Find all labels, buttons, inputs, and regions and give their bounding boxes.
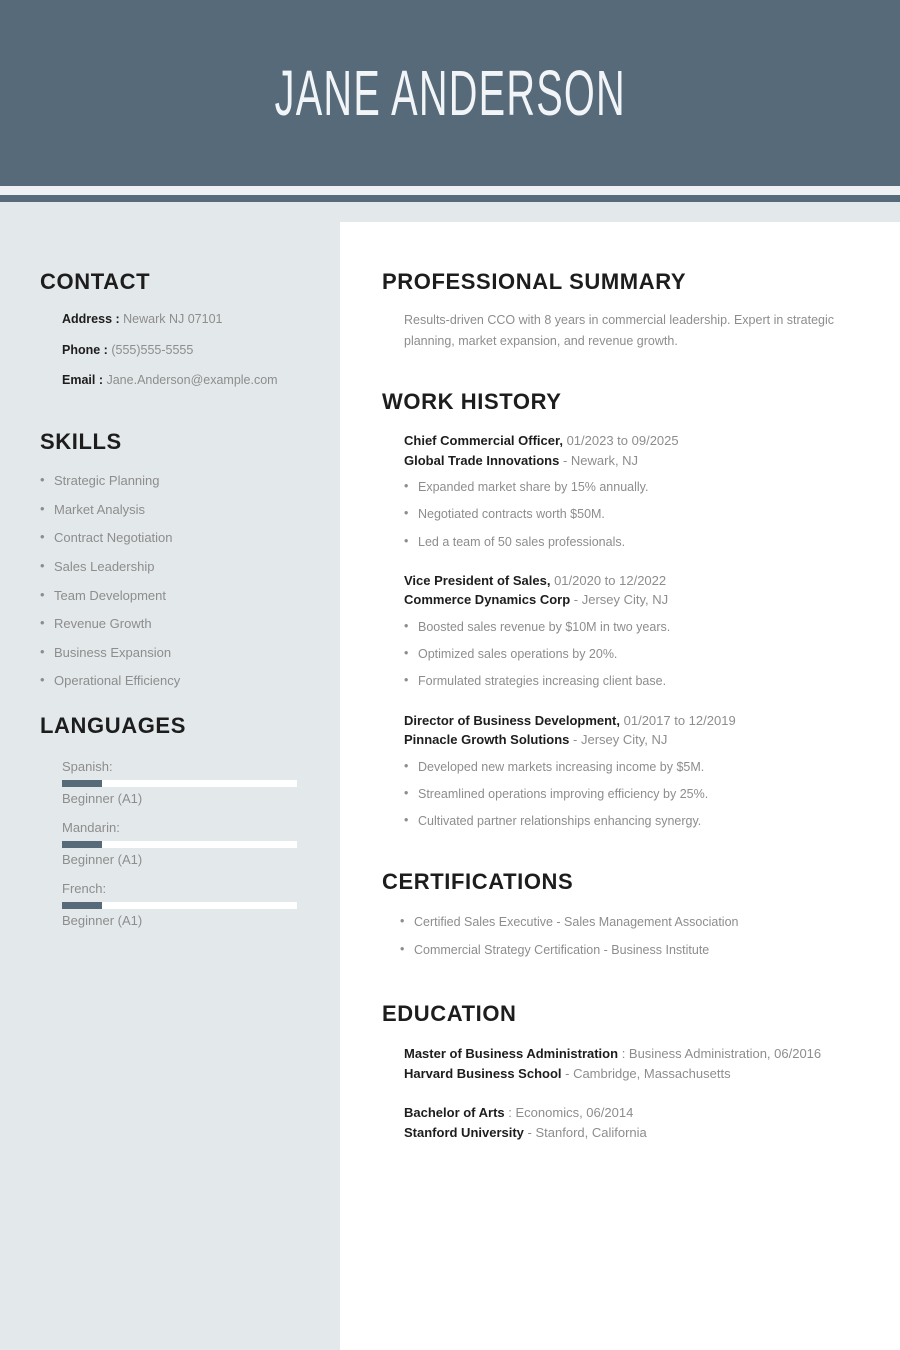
language-name: Mandarin: <box>62 820 120 836</box>
job-company-line <box>404 451 862 471</box>
language-proficiency-bar <box>62 780 297 787</box>
education-school-line <box>404 1064 862 1084</box>
language-level: Beginner (A1) <box>62 790 143 806</box>
education-school: Stanford University <box>404 1124 524 1140</box>
list-item: • Business Expansion <box>40 645 310 661</box>
job-bullets <box>404 479 862 550</box>
skills-section <box>40 430 310 702</box>
language-proficiency-fill <box>62 841 102 848</box>
job-title-line <box>404 571 862 591</box>
resume-header-banner <box>0 0 900 186</box>
education-field: : Economics, 06/2014 <box>508 1105 634 1121</box>
job-company: Pinnacle Growth Solutions <box>404 732 570 748</box>
list-item: • Developed new markets increasing income by $5M. <box>404 759 862 775</box>
contact-label-email: Email : <box>62 373 103 388</box>
job-title: Vice President of Sales, <box>404 572 551 588</box>
list-item <box>62 819 310 868</box>
list-item: • Streamlined operations improving efficiency by 25%. <box>404 786 862 802</box>
education-location: - Cambridge, Massachusetts <box>565 1065 731 1081</box>
summary-text: Results-driven CCO with 8 years in commercial leadership. Expert in strategic planning, market expansion, and revenue growth. <box>404 313 835 349</box>
contact-heading: CONTACT <box>40 269 151 294</box>
languages-list <box>62 758 310 929</box>
education-degree-line <box>404 1103 862 1123</box>
education-location: - Stanford, California <box>527 1124 647 1140</box>
contact-label-phone: Phone : <box>62 342 108 357</box>
education-degree: Master of Business Administration <box>404 1046 619 1062</box>
job-title: Director of Business Development, <box>404 712 620 728</box>
work-history-section <box>382 390 862 850</box>
job-entry <box>404 431 862 550</box>
main-column <box>340 202 900 1350</box>
languages-heading: LANGUAGES <box>40 713 186 738</box>
job-title-line <box>404 431 862 451</box>
education-entry <box>404 1044 862 1083</box>
list-item: • Cultivated partner relationships enhancing synergy. <box>404 813 862 829</box>
education-list <box>404 1044 862 1142</box>
language-name: French: <box>62 881 107 897</box>
job-dates: 01/2017 to 12/2019 <box>623 712 736 728</box>
job-dates: 01/2023 to 09/2025 <box>566 433 679 449</box>
certifications-heading: CERTIFICATIONS <box>382 869 574 894</box>
list-item: • Revenue Growth <box>40 616 310 632</box>
education-section <box>382 1002 862 1162</box>
language-proficiency-bar <box>62 902 297 909</box>
job-bullets <box>404 619 862 690</box>
language-proficiency-bar <box>62 841 297 848</box>
header-accent-rule <box>0 195 900 202</box>
education-degree-line <box>404 1044 862 1064</box>
contact-value-email: Jane.Anderson@example.com <box>106 373 278 388</box>
work-history-list <box>404 431 862 829</box>
list-item <box>62 880 310 929</box>
language-level: Beginner (A1) <box>62 912 143 928</box>
page-title: JANE ANDERSON <box>274 57 626 129</box>
contact-item-email <box>62 373 310 389</box>
contact-value-phone: (555)555-5555 <box>111 342 194 357</box>
summary-body <box>404 310 862 353</box>
summary-heading: PROFESSIONAL SUMMARY <box>382 269 687 294</box>
list-item: • Sales Leadership <box>40 559 310 575</box>
list-item: • Strategic Planning <box>40 473 310 489</box>
contact-section <box>40 270 310 404</box>
education-heading: EDUCATION <box>382 1001 517 1026</box>
contact-item-phone <box>62 343 310 359</box>
job-dates: 01/2020 to 12/2022 <box>554 572 667 588</box>
language-proficiency-fill <box>62 902 102 909</box>
languages-section <box>40 714 310 941</box>
language-level: Beginner (A1) <box>62 851 143 867</box>
education-degree: Bachelor of Arts <box>404 1105 505 1121</box>
job-title-line <box>404 711 862 731</box>
job-company: Global Trade Innovations <box>404 452 560 468</box>
job-entry <box>404 571 862 690</box>
main-sheet <box>340 222 900 1350</box>
work-history-heading: WORK HISTORY <box>382 389 562 414</box>
contact-value-address: Newark NJ 07101 <box>123 312 223 327</box>
education-field: : Business Administration, 06/2016 <box>621 1046 822 1062</box>
job-location: - Newark, NJ <box>562 452 639 468</box>
list-item <box>62 758 310 807</box>
contact-item-address <box>62 312 310 328</box>
job-entry <box>404 711 862 830</box>
list-item: • Team Development <box>40 588 310 604</box>
job-company: Commerce Dynamics Corp <box>404 592 571 608</box>
list-item: • Boosted sales revenue by $10M in two years. <box>404 619 862 635</box>
skills-list <box>40 473 310 689</box>
job-location: - Jersey City, NJ <box>573 732 668 748</box>
sidebar-column <box>0 202 340 1350</box>
job-bullets <box>404 759 862 830</box>
education-school: Harvard Business School <box>404 1065 562 1081</box>
header-gap-divider <box>0 186 900 195</box>
certifications-section <box>382 870 862 971</box>
list-item: • Expanded market share by 15% annually. <box>404 479 862 495</box>
job-company-line <box>404 590 862 610</box>
list-item: • Certified Sales Executive - Sales Management Association <box>400 914 862 930</box>
list-item: • Negotiated contracts worth $50M. <box>404 506 862 522</box>
summary-section <box>382 270 862 353</box>
job-company-line <box>404 730 862 750</box>
list-item: • Optimized sales operations by 20%. <box>404 646 862 662</box>
skills-heading: SKILLS <box>40 429 122 454</box>
job-title: Chief Commercial Officer, <box>404 433 563 449</box>
list-item: • Formulated strategies increasing client base. <box>404 673 862 689</box>
certifications-list <box>382 914 862 959</box>
language-name: Spanish: <box>62 759 113 775</box>
language-proficiency-fill <box>62 780 102 787</box>
job-location: - Jersey City, NJ <box>573 592 669 608</box>
education-entry <box>404 1103 862 1142</box>
education-school-line <box>404 1123 862 1143</box>
list-item: • Led a team of 50 sales professionals. <box>404 534 862 550</box>
contact-list <box>62 312 310 389</box>
list-item: • Contract Negotiation <box>40 530 310 546</box>
list-item: • Market Analysis <box>40 502 310 518</box>
contact-label-address: Address : <box>62 312 120 327</box>
list-item: • Operational Efficiency <box>40 673 310 689</box>
list-item: • Commercial Strategy Certification - Business Institute <box>400 942 862 958</box>
